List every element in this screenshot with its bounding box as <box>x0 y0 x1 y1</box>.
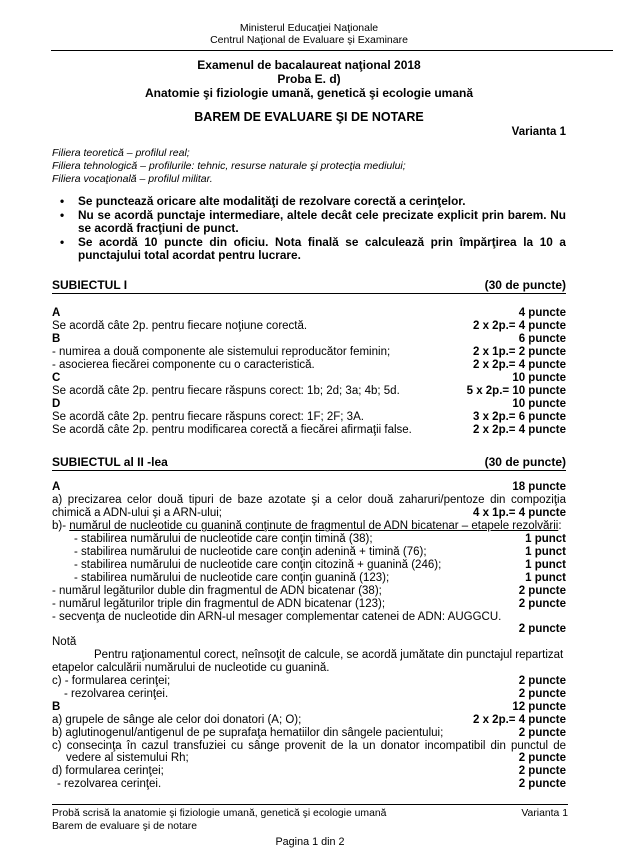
row-points: 1 punct <box>525 571 566 584</box>
row-points: 2 x 2p.= 4 puncte <box>473 358 566 371</box>
row-points: 12 puncte <box>512 700 566 713</box>
filiera-block <box>52 147 566 186</box>
score-row <box>52 598 566 611</box>
row-points: 1 punct <box>525 545 566 558</box>
row-text: Se acordă câte 2p. pentru modificarea corectă a fiecărei afirmaţii false. <box>52 424 412 437</box>
row-text: - asocierea fiecărei componente cu o caracteristică. <box>52 358 315 371</box>
row-points: 5 x 2p.= 10 puncte <box>466 385 566 398</box>
row-points: 2 puncte <box>518 765 566 778</box>
row-text: D <box>52 398 61 411</box>
row-points: 2 puncte <box>518 675 566 688</box>
score-row <box>52 611 566 624</box>
row-points: 4 x 1p.= 4 puncte <box>473 507 566 520</box>
score-row <box>52 636 566 649</box>
score-row <box>52 701 566 714</box>
footer-variant: Varianta 1 <box>521 808 568 819</box>
row-text: B <box>52 700 61 713</box>
variant-label: Varianta 1 <box>511 126 566 138</box>
subject1-heading <box>52 278 566 294</box>
bullet-icon: • <box>60 234 65 249</box>
bullet-icon: • <box>60 207 65 222</box>
filiera-line: Filiera vocaţională – profilul militar. <box>52 173 213 185</box>
ministry-line: Ministerul Educaţiei Naţionale <box>239 22 379 34</box>
score-row <box>52 533 566 546</box>
section-title: SUBIECTUL I <box>52 277 128 292</box>
rules-list <box>52 195 566 263</box>
center-line: Centrul Naţional de Evaluare şi Examinare <box>210 34 408 46</box>
row-points: 6 puncte <box>518 332 566 345</box>
score-row <box>52 572 566 585</box>
section-points: (30 de puncte) <box>484 455 566 470</box>
row-points: 10 puncte <box>512 371 566 384</box>
row-points: 4 puncte <box>518 306 566 319</box>
row-points: 2 x 1p.= 2 puncte <box>473 345 566 358</box>
note-paragraph: Pentru raţionamentul corect, neînsoţit de calcule, se acordă jumătate din punctajul repartizat etapelor calculării numărului de nucleotide cu guanină. <box>52 649 564 675</box>
filiera-line: Filiera tehnologică – profilurile: tehnic, resurse naturale şi protecţia mediului; <box>52 160 406 172</box>
row-text: - stabilirea numărului de nucleotide care conţin guanină (123); <box>74 571 390 584</box>
row-text: Se acordă câte 2p. pentru fiecare noţiune corectă. <box>52 319 308 332</box>
subject2-rows <box>52 481 566 791</box>
row-points: 2 puncte <box>518 752 566 765</box>
row-text: b) aglutinogenul/antigenul de pe suprafaţa hematiilor din sângele pacientului; <box>52 726 444 739</box>
row-points: 3 x 2p.= 6 puncte <box>473 411 566 424</box>
score-row <box>52 559 566 572</box>
score-row <box>52 675 566 688</box>
item-prefix: b)- <box>52 520 70 533</box>
score-row <box>52 585 566 598</box>
section-points: (30 de puncte) <box>484 277 566 292</box>
row-text: - stabilirea numărului de nucleotide care conţin citozină + guanină (246); <box>74 558 442 571</box>
row-text: A <box>52 306 61 319</box>
row-text: Se acordă câte 2p. pentru fiecare răspuns corect: 1b; 2d; 3a; 4b; 5d. <box>52 385 400 398</box>
score-row <box>52 727 566 740</box>
footer-line1 <box>52 808 568 821</box>
row-points: 18 puncte <box>512 481 566 494</box>
row-points: 1 punct <box>525 558 566 571</box>
row-text: B <box>52 332 61 345</box>
row-text: Se acordă câte 2p. pentru fiecare răspuns corect: 1F; 2F; 3A. <box>52 411 364 424</box>
row-text: - numărul legăturilor duble din fragmentul de ADN bicatenar (38); <box>52 584 382 597</box>
score-row <box>52 623 566 636</box>
score-row <box>52 346 566 359</box>
score-row <box>52 546 566 559</box>
page-footer <box>52 804 568 849</box>
filiera-line: Filiera teoretică – profilul real; <box>52 147 190 159</box>
rule-text: Se punctează oricare alte modalităţi de rezolvare corectă a cerinţelor. <box>78 194 466 208</box>
row-text: - stabilirea numărului de nucleotide care conţin timină (38); <box>74 533 373 546</box>
row-points: 2 puncte <box>518 726 566 739</box>
row-points: 2 puncte <box>518 778 566 791</box>
row-text: - stabilirea numărului de nucleotide care conţin adenină + timină (76); <box>74 545 427 558</box>
footer-barem: Barem de evaluare şi de notare <box>52 820 197 832</box>
row-points: 10 puncte <box>512 398 566 411</box>
exam-title-block <box>52 58 566 100</box>
rule-item <box>52 209 566 236</box>
score-row <box>52 688 566 701</box>
row-text: c) - formularea cerinţei; <box>52 675 171 688</box>
item-suffix: : <box>558 520 562 533</box>
score-row <box>52 320 566 333</box>
item-underlined-text: numărul de nucleotide cu guanină conţinute de fragmentul de ADN bicatenar – etapele rezolvării <box>69 520 559 533</box>
score-row <box>52 494 566 520</box>
row-points: 2 x 2p.= 4 puncte <box>473 319 566 332</box>
bullet-icon: • <box>60 194 65 208</box>
score-row <box>52 385 566 398</box>
subject2-heading <box>52 455 566 471</box>
subject1-rows <box>52 307 566 438</box>
rule-item <box>52 195 566 209</box>
row-points: 2 puncte <box>518 623 566 636</box>
score-row <box>52 714 566 727</box>
score-row <box>52 740 566 766</box>
row-points: 2 puncte <box>518 584 566 597</box>
rule-text: Se acordă 10 puncte din oficiu. Nota finală se calculează prin împărţirea la 10 a punctajului total acordat pentru lucrare. <box>78 234 566 262</box>
row-text: c) consecinţa în cazul transfuziei cu sânge provenit de la un donator incompatibil din punctul de vedere al sistemului Rh; <box>52 739 566 765</box>
row-text: C <box>52 371 61 384</box>
score-row <box>52 333 566 346</box>
score-row <box>52 359 566 372</box>
rule-text: Nu se acordă punctaje intermediare, altele decât cele precizate explicit prin barem. Nu se acordă fracţiuni de punct. <box>78 207 566 235</box>
row-text: - secvenţa de nucleotide din ARN-ul mesager complementar catenei de ADN: AUGGCU. <box>52 610 502 623</box>
score-row <box>52 778 566 791</box>
score-row <box>52 411 566 424</box>
row-points: 2 puncte <box>518 597 566 610</box>
score-row <box>52 481 566 494</box>
score-row <box>52 372 566 385</box>
exam-proba: Proba E. d) <box>277 72 341 86</box>
exam-title: Examenul de bacalaureat naţional 2018 <box>197 58 421 72</box>
row-text: - rezolvarea cerinţei. <box>64 687 169 700</box>
rule-item <box>52 236 566 263</box>
barem-title: BAREM DE EVALUARE ŞI DE NOTARE <box>194 110 424 124</box>
row-points: 2 x 2p.= 4 puncte <box>473 424 566 437</box>
header-rule <box>51 50 613 51</box>
row-text: a) grupele de sânge ale celor doi donatori (A; O); <box>52 713 302 726</box>
score-row <box>52 765 566 778</box>
score-row <box>52 398 566 411</box>
footer-left: Probă scrisă la anatomie şi fiziologie umană, genetică şi ecologie umană <box>52 808 387 819</box>
section-title: SUBIECTUL al II -lea <box>52 455 168 470</box>
row-points: 2 puncte <box>518 687 566 700</box>
row-points: 1 punct <box>525 533 566 546</box>
row-text: Notă <box>52 636 77 649</box>
underlined-item <box>52 520 566 533</box>
exam-subject: Anatomie şi fiziologie umană, genetică şi ecologie umană <box>144 86 474 100</box>
row-points: 2 x 2p.= 4 puncte <box>473 713 566 726</box>
row-text: A <box>52 481 61 494</box>
row-text: d) formularea cerinţei; <box>52 765 164 778</box>
row-text: - numirea a două componente ale sistemului reproducător feminin; <box>52 345 391 358</box>
page-number: Pagina 1 din 2 <box>275 836 345 848</box>
score-row <box>52 307 566 320</box>
row-text: - numărul legăturilor triple din fragmentul de ADN bicatenar (123); <box>52 597 386 610</box>
row-text: - rezolvarea cerinţei. <box>57 778 162 791</box>
score-row <box>52 424 566 437</box>
row-text: a) precizarea celor două tipuri de baze azotate şi a celor două zaharuri/pentoze din compoziţia chimică a ADN-ului şi a ARN-ului; <box>52 494 566 520</box>
